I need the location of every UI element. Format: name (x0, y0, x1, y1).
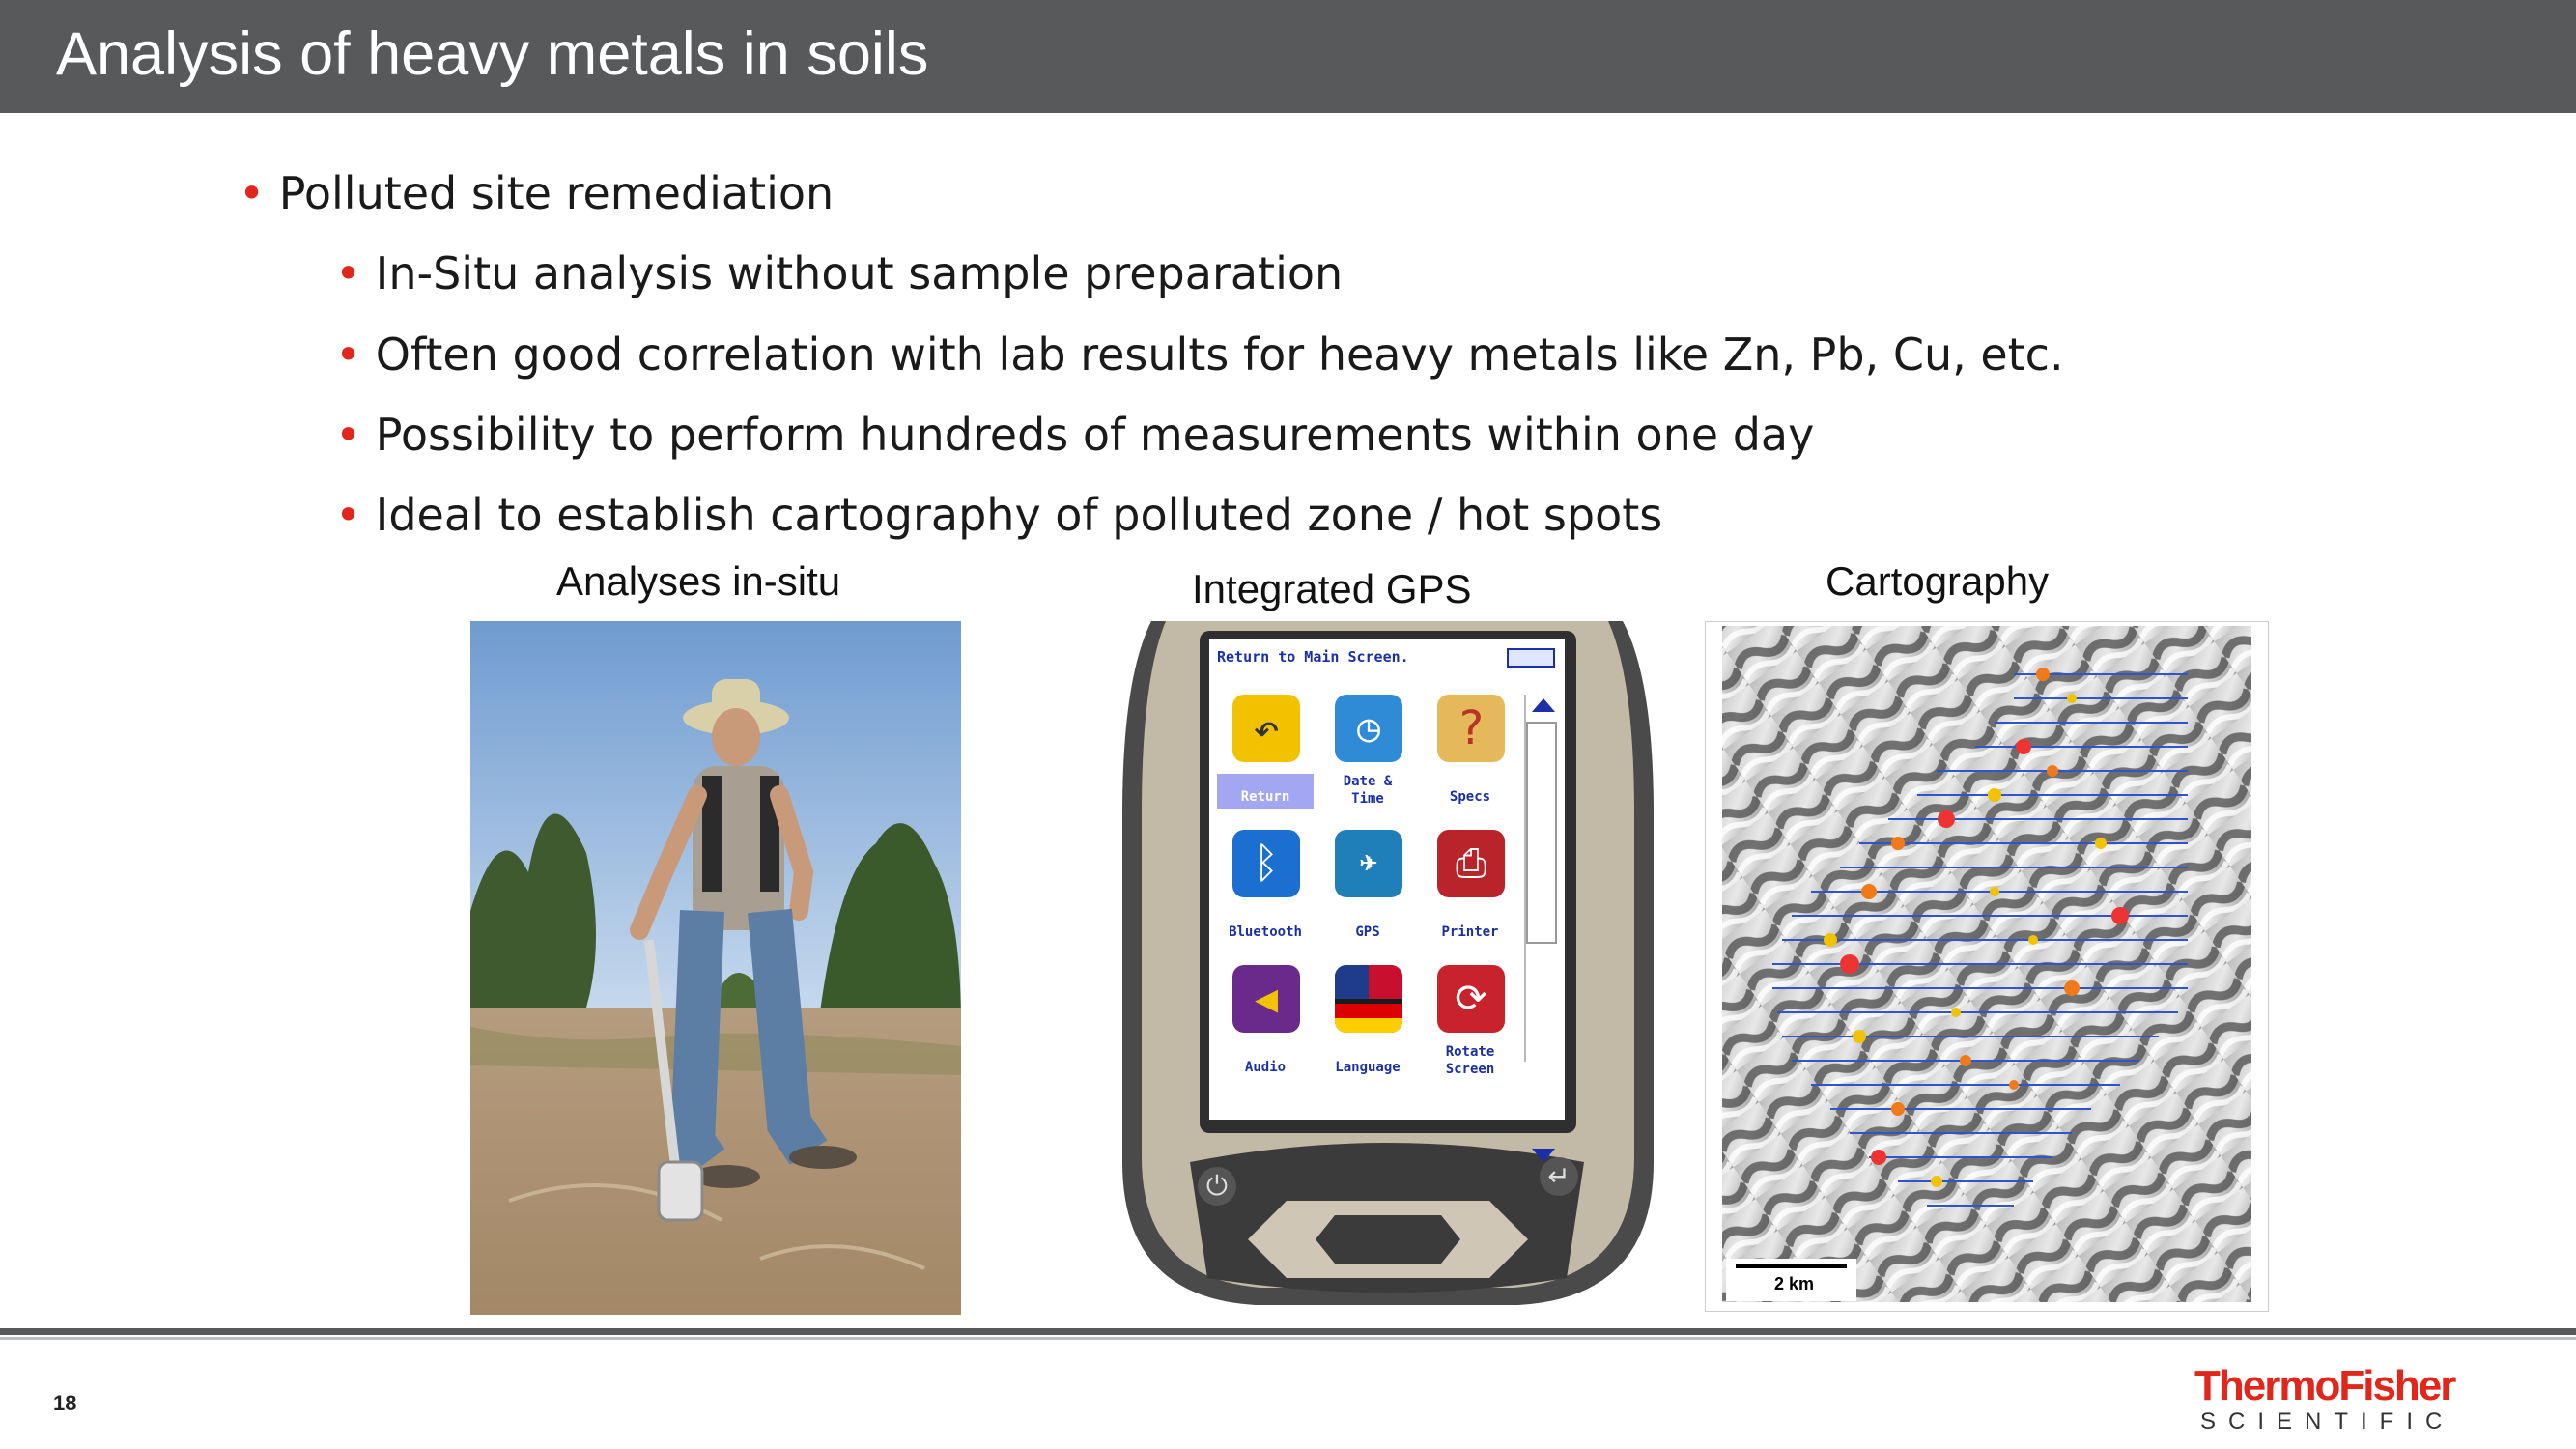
title-bar (0, 0, 2576, 113)
menu-label: Specs (1449, 789, 1491, 805)
flag-red (1369, 965, 1402, 999)
pollution-map-illustration (1705, 621, 2269, 1312)
flags-icon (1335, 965, 1402, 1033)
bullet-sub-4 (335, 489, 1662, 541)
bullet-sub-text: Ideal to establish cartography of polluted zone / hot spots (375, 489, 1663, 541)
menu-label: Screen (1445, 1062, 1495, 1077)
scroll-up-icon[interactable] (1532, 698, 1555, 712)
cartography-map (1705, 621, 2269, 1312)
menu-label: Language (1335, 1060, 1401, 1075)
map-scale-label: 2 km (1774, 1274, 1815, 1293)
power-icon[interactable]: ⏻ (1205, 1170, 1229, 1202)
device-screen (1211, 640, 1563, 1118)
flag-stripe-red (1335, 1004, 1402, 1018)
menu-item-return[interactable] (1217, 683, 1314, 809)
printer-icon: ⎙ (1437, 830, 1505, 897)
menu-item-language[interactable] (1319, 953, 1416, 1079)
bullet-dot: • (335, 409, 362, 461)
flag-uk (1335, 965, 1369, 999)
menu-item-rotate-screen[interactable] (1422, 953, 1518, 1079)
menu-item-gps[interactable] (1319, 818, 1416, 944)
battery-icon (1507, 648, 1555, 668)
slide-title: Analysis of heavy metals in soils (56, 20, 929, 88)
bullet-main (239, 167, 834, 219)
menu-label: Return (1240, 789, 1290, 805)
bullet-dot: • (335, 247, 362, 299)
menu-label: Bluetooth (1229, 924, 1302, 940)
return-arrow-icon: ↶ (1232, 695, 1300, 762)
bullet-sub-3 (335, 409, 1814, 461)
bullet-dot: • (335, 489, 362, 541)
menu-label: GPS (1355, 924, 1380, 940)
flag-stripe-gold (1335, 1018, 1402, 1033)
field-analysis-illustration (470, 621, 961, 1315)
caption-device: Integrated GPS (1192, 566, 1472, 611)
menu-label: Date & (1343, 774, 1393, 789)
bullet-main-text: Polluted site remediation (278, 167, 835, 219)
screen-scrollbar[interactable] (1524, 695, 1557, 1062)
footer-divider (0, 1328, 2576, 1335)
gps-device-image (1113, 621, 1661, 1309)
menu-label: Rotate (1445, 1044, 1495, 1060)
bullet-dot: • (335, 328, 362, 381)
menu-item-bluetooth[interactable] (1217, 818, 1314, 944)
page-number: 18 (53, 1391, 77, 1415)
bullet-sub-text: Possibility to perform hundreds of measurements within one day (375, 409, 1815, 461)
bullet-dot: • (239, 167, 266, 219)
menu-item-audio[interactable] (1217, 953, 1314, 1079)
enter-icon[interactable]: ↵ (1547, 1160, 1571, 1192)
bullet-sub-2 (335, 328, 2064, 381)
caption-map: Cartography (1826, 558, 2050, 604)
thermo-fisher-logo (2191, 1362, 2461, 1435)
calendar-clock-icon: ◷ (1335, 695, 1402, 762)
question-mark-icon: ? (1437, 695, 1505, 762)
menu-label: Audio (1244, 1060, 1287, 1075)
caption-photo: Analyses in-situ (556, 558, 841, 604)
bluetooth-icon: ᛒ (1232, 830, 1300, 897)
rotate-screen-icon: ⟳ (1437, 965, 1505, 1033)
menu-label: Time (1351, 791, 1384, 807)
dpad-button[interactable] (1335, 1215, 1441, 1264)
scroll-thumb[interactable] (1526, 722, 1557, 944)
footer-divider-light (0, 1337, 2576, 1340)
bullet-sub-text: Often good correlation with lab results for heavy metals like Zn, Pb, Cu, etc. (375, 328, 2064, 381)
field-analysis-photo (470, 621, 961, 1315)
speaker-icon: ◀ (1232, 965, 1300, 1033)
menu-item-specs[interactable] (1422, 683, 1518, 809)
bullet-sub-1 (335, 247, 1343, 299)
logo-wordmark: ThermoFisher (2194, 1362, 2455, 1409)
menu-label: Printer (1441, 924, 1499, 940)
bullet-sub-text: In-Situ analysis without sample preparation (375, 247, 1344, 299)
gps-satellite-icon: ✈ (1335, 830, 1402, 897)
logo-subtitle: SCIENTIFIC (2200, 1408, 2455, 1435)
menu-item-date-time[interactable] (1319, 683, 1416, 809)
menu-item-printer[interactable] (1422, 818, 1518, 944)
screen-header[interactable]: Return to Main Screen. (1217, 648, 1409, 666)
